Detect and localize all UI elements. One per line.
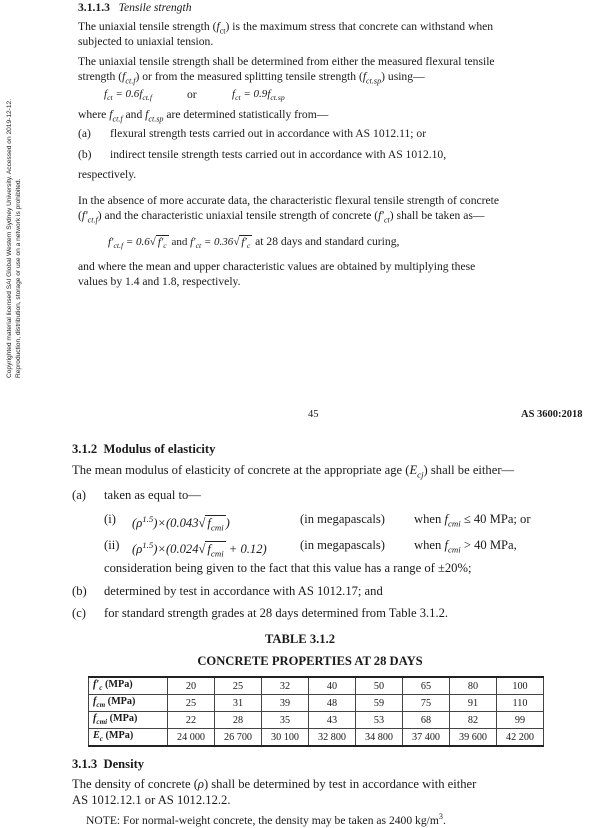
table-row: [89, 729, 544, 747]
table-row-header: $f'_c$ (MPa): [89, 677, 168, 695]
paragraph-3-line-2: $(f'_{ct.f})$ and the characteristic uniaxial tensile strength of concrete $(f'_{ct})$ shall be taken as—: [78, 209, 485, 225]
modulus-units-i: (in megapascals): [300, 512, 385, 526]
equation-or: or: [187, 88, 197, 101]
paragraph-4-line-2: values by 1.4 and 1.8, respectively.: [78, 275, 241, 288]
table-cell: 42 200: [497, 729, 544, 747]
table-cell: 32 800: [309, 729, 356, 747]
copyright-line-1: Copyrighted material licensed SAI Global Western Sydney University. Accessed on 2019-12-12.: [6, 98, 13, 378]
table-cell: 43: [309, 712, 356, 729]
table-cell: 100: [497, 677, 544, 695]
table-cell: 50: [356, 677, 403, 695]
table-cell: 75: [403, 695, 450, 712]
table-cell: 30 100: [262, 729, 309, 747]
table-cell: 37 400: [403, 729, 450, 747]
table-cell: 110: [497, 695, 544, 712]
copyright-sidebar: [2, 0, 28, 380]
modulus-item-i-label: (i): [104, 512, 116, 526]
section-heading-modulus: 3.1.2 Modulus of elasticity: [72, 442, 216, 456]
modulus-item-a-label: (a): [72, 488, 86, 502]
density-line-1: The density of concrete (ρ) shall be determined by test in accordance with either: [72, 777, 477, 791]
modulus-formula-i: $(\rho^{1.5})\times(0.043√$ $f_{cmi}$ ): [132, 514, 230, 533]
table-cell: 25: [168, 695, 215, 712]
table-cell: 40: [309, 677, 356, 695]
table-row-header: $f_{cmi}$ (MPa): [89, 712, 168, 729]
page-number: 45: [308, 409, 319, 420]
modulus-item-ii-label: (ii): [104, 538, 120, 552]
modulus-formula-ii: $(\rho^{1.5})\times(0.024√$ $f_{cmi} + 0.12$): [132, 540, 267, 559]
table-row-header: $E_c$ (MPa): [89, 729, 168, 747]
paragraph-2-line-2: strength $(f_{ct.f})$ or from the measured splitting tensile strength $(f_{ct.sp})$ using—: [78, 70, 425, 86]
modulus-item-b-label: (b): [72, 584, 87, 598]
table-cell: 39: [262, 695, 309, 712]
equation-fct-flexural: $f_{ct} = 0.6f_{ct.f}$: [104, 88, 152, 103]
modulus-condition-ii: when $f_{cmi} > 40$ MPa,: [414, 538, 517, 555]
concrete-properties-table: [88, 676, 544, 747]
modulus-units-ii: (in megapascals): [300, 538, 385, 552]
table-cell: 28: [215, 712, 262, 729]
equation-characteristic-strength: $f'_{ct.f} = 0.6√$ $f'_c$ and $f'_{ct} = 0.36√$ $f'_c$ at 28 days and standard curing,: [108, 235, 400, 251]
modulus-intro: The mean modulus of elasticity of concrete at the appropriate age $(E_{cj})$ shall be either—: [72, 463, 515, 480]
table-cell: 20: [168, 677, 215, 695]
list-item-a-text: flexural strength tests carried out in accordance with AS 1012.11; or: [110, 127, 427, 140]
table-cell: 68: [403, 712, 450, 729]
paragraph-1-line-1: The uniaxial tensile strength $(f_{ct})$ is the maximum stress that concrete can withstand when: [78, 20, 494, 36]
table-row: [89, 695, 544, 712]
modulus-condition-i: when $f_{cmi} \le 40$ MPa; or: [414, 512, 531, 529]
table-row: [89, 677, 544, 695]
density-note: NOTE: For normal-weight concrete, the density may be taken as 2400 $kg/m^3$.: [86, 812, 446, 827]
modulus-consideration: consideration being given to the fact that this value has a range of ±20%;: [104, 561, 472, 575]
table-cell: 22: [168, 712, 215, 729]
density-line-2: AS 1012.12.1 or AS 1012.12.2.: [72, 793, 231, 807]
paragraph-1-line-2: subjected to uniaxial tension.: [78, 35, 214, 48]
copyright-line-2: Reproduction, distribution, storage or use on a network is prohibited.: [15, 178, 22, 378]
modulus-item-c-label: (c): [72, 606, 86, 620]
list-item-a-label: (a): [78, 127, 91, 140]
heading-text: Tensile strength: [118, 1, 192, 14]
table-cell: 24 000: [168, 729, 215, 747]
respectively-text: respectively.: [78, 168, 137, 181]
table-cell: 59: [356, 695, 403, 712]
where-line: where $f_{ct.f}$ and $f_{ct.sp}$ are determined statistically from—: [78, 108, 329, 124]
modulus-item-c-text: for standard strength grades at 28 days determined from Table 3.1.2.: [104, 606, 449, 620]
table-cell: 53: [356, 712, 403, 729]
modulus-item-b-text: determined by test in accordance with AS 1012.17; and: [104, 584, 383, 598]
table-row-header: $f_{cm}$ (MPa): [89, 695, 168, 712]
paragraph-3-line-1: In the absence of more accurate data, the characteristic flexural tensile strength of concrete: [78, 194, 500, 207]
table-cell: 82: [450, 712, 497, 729]
table-title: TABLE 3.1.2: [264, 632, 336, 646]
paragraph-2-line-1: The uniaxial tensile strength shall be determined from either the measured flexural tensile: [78, 55, 495, 68]
equation-fct-splitting: $f_{ct} = 0.9f_{ct.sp}$: [232, 88, 285, 103]
table-cell: 26 700: [215, 729, 262, 747]
table-cell: 35: [262, 712, 309, 729]
table-subtitle: CONCRETE PROPERTIES AT 28 DAYS: [197, 654, 423, 668]
list-item-b-label: (b): [78, 148, 92, 161]
table-cell: 34 800: [356, 729, 403, 747]
table-cell: 39 600: [450, 729, 497, 747]
table-cell: 91: [450, 695, 497, 712]
table-cell: 32: [262, 677, 309, 695]
section-heading-density: 3.1.3 Density: [72, 757, 145, 771]
heading-number: 3.1.1.3: [78, 1, 110, 14]
modulus-item-a-text: taken as equal to—: [104, 488, 201, 502]
table-cell: 65: [403, 677, 450, 695]
list-item-b-text: indirect tensile strength tests carried out in accordance with AS 1012.10,: [110, 148, 447, 161]
table-cell: 31: [215, 695, 262, 712]
table-cell: 80: [450, 677, 497, 695]
table-row: [89, 712, 544, 729]
table-cell: 99: [497, 712, 544, 729]
standard-reference: AS 3600:2018: [521, 409, 583, 420]
table-cell: 48: [309, 695, 356, 712]
table-cell: 25: [215, 677, 262, 695]
paragraph-4-line-1: and where the mean and upper characteristic values are obtained by multiplying these: [78, 260, 476, 273]
section-heading-tensile: [78, 0, 192, 15]
